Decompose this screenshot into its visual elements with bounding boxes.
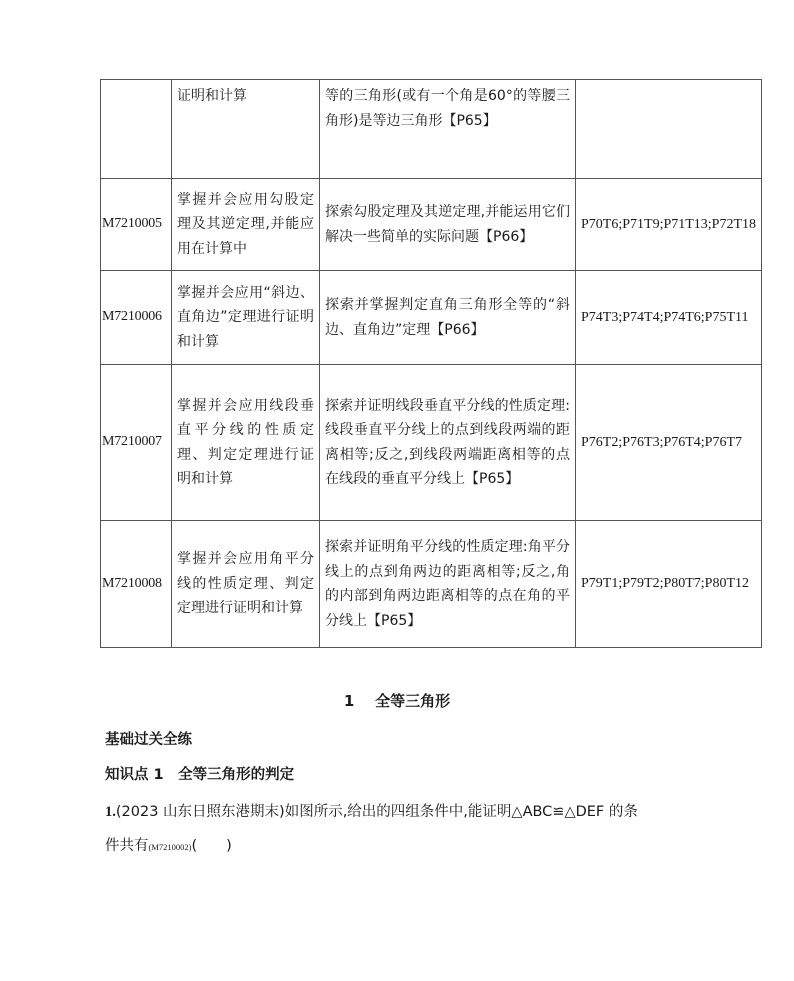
standard-code-cell: M7210007 (101, 365, 172, 521)
standard-code-cell (101, 80, 172, 179)
learning-goal-cell: 掌握并会应用“斜边、直角边”定理进行证明和计算 (172, 271, 320, 365)
table-row (101, 271, 762, 365)
content-requirement-cell: 探索勾股定理及其逆定理,并能运用它们解决一些简单的实际问题【P66】 (320, 179, 576, 271)
learning-goal-cell: 掌握并会应用角平分线的性质定理、判定定理进行证明和计算 (172, 521, 320, 648)
question-text-continued: 件共有 (105, 838, 149, 854)
practice-heading: 基础过关全练 (105, 732, 192, 748)
standard-code-cell: M7210005 (101, 179, 172, 271)
practice-reference-cell: P70T6;P71T9;P71T13;P72T18 (576, 179, 762, 271)
knowledge-point-heading: 知识点 1 全等三角形的判定 (105, 767, 295, 783)
learning-goal-cell: 掌握并会应用勾股定理及其逆定理,并能应用在计算中 (172, 179, 320, 271)
answer-blank: ( ) (191, 838, 232, 854)
section-title (0, 690, 794, 711)
question-text: (2023 山东日照东港期末)如图所示,给出的四组条件中,能证明△ABC≌△DEF 的条 (115, 804, 638, 820)
content-requirement-cell: 探索并证明角平分线的性质定理:角平分线上的点到角两边的距离相等;反之,角的内部到角两边距离相等的点在角的平分线上【P65】 (320, 521, 576, 648)
content-requirement-cell: 探索并掌握判定直角三角形全等的“斜边、直角边”定理【P66】 (320, 271, 576, 365)
section-title-text: 全等三角形 (375, 692, 451, 710)
content-requirement-cell: 探索并证明线段垂直平分线的性质定理:线段垂直平分线上的点到线段两端的距离相等;反之,到线段两端距离相等的点在线段的垂直平分线上【P65】 (320, 365, 576, 521)
section-number: 1 (343, 692, 355, 710)
question-line-1 (105, 800, 638, 821)
table-row (101, 365, 762, 521)
question-number: 1. (105, 804, 116, 820)
learning-goal-cell: 掌握并会应用线段垂直平分线的性质定理、判定定理进行证明和计算 (172, 365, 320, 521)
practice-reference-cell: P76T2;P76T3;P76T4;P76T7 (576, 365, 762, 521)
question-code: (M7210002) (148, 842, 192, 852)
table-row (101, 80, 762, 179)
table-row (101, 521, 762, 648)
question-line-2 (105, 834, 232, 855)
standard-code-cell: M7210008 (101, 521, 172, 648)
standard-code-cell: M7210006 (101, 271, 172, 365)
curriculum-standards-table (100, 79, 762, 648)
practice-reference-cell: P79T1;P79T2;P80T7;P80T12 (576, 521, 762, 648)
learning-goal-cell: 证明和计算 (172, 80, 320, 179)
table-row (101, 179, 762, 271)
practice-reference-cell (576, 80, 762, 179)
content-requirement-cell: 等的三角形(或有一个角是60°的等腰三角形)是等边三角形【P65】 (320, 80, 576, 179)
practice-reference-cell: P74T3;P74T4;P74T6;P75T11 (576, 271, 762, 365)
